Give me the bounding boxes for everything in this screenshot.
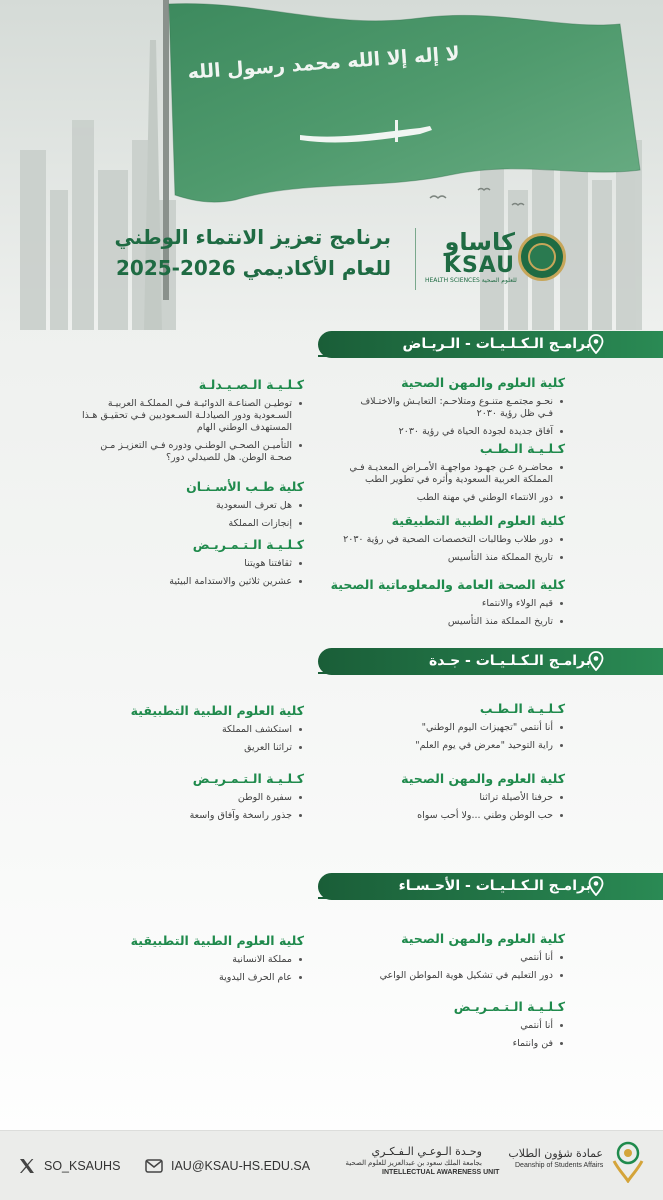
college-nursing-riyadh (80, 536, 304, 594)
brand-arabic: كاساو (444, 228, 515, 256)
college-pharmacy-riyadh (80, 376, 304, 470)
mail-icon (145, 1159, 163, 1173)
program-item: عام الحرف اليدوية (80, 972, 304, 984)
program-item: دور الانتماء الوطني في مهنة الطب (345, 492, 565, 504)
program-item: دور التعليم في تشكيل هوية المواطن الواعي (345, 970, 565, 982)
college-title: كـلـيـة الـتـمـريـض (192, 771, 304, 786)
title-line-2 (115, 252, 391, 284)
ksau-logo (425, 228, 515, 288)
college-title: كلية العلوم والمهن الصحية (401, 375, 565, 390)
college-title: كـلـيـة الـصـيـدلـة (198, 377, 304, 392)
twitter-handle-text: SO_KSAUHS (44, 1159, 121, 1173)
program-title (114, 222, 391, 284)
program-item: نحـو مجتمـع متنـوع ومتلاحـم: التعايـش والاختـلاف فـي ظل رؤية ٢٠٣٠ (345, 396, 565, 420)
program-item: توطيـن الصناعـة الدوائيـة فـي المملكـة العربيـة السـعودية ودور الصيادلـة السـعوديين فـي تحقيـق هـذا المستهدف الوطني الهام (80, 398, 304, 434)
hero-banner (0, 0, 663, 330)
title-year-prefix: للعام الأكاديمي (242, 256, 391, 280)
program-item: راية التوحيد "معرض في يوم العلم" (345, 740, 565, 752)
program-item: جذور راسخة وآفاق واسعة (80, 810, 304, 822)
program-item: تاريخ المملكة منذ التأسيس (345, 616, 565, 628)
unit-subtitle-arabic: بجامعة الملك سعود بن عبدالعزيز للعلوم الصحية (345, 1160, 482, 1167)
college-health-sciences-ahsa (345, 930, 565, 988)
college-title: كـلـيـة الـطـب (479, 701, 565, 716)
brand-english: KSAU (443, 253, 515, 278)
location-pin-icon (588, 334, 604, 354)
program-item: التأميـن الصحـي الوطنـي ودوره فـي التعزيـز مـن صحـة الوطن. هل للصيدلي دور؟ (80, 440, 304, 464)
program-item: محاضـرة عـن جهـود مواجهـة الأمـراض المعديـة فـي المملكة العربية السعودية وأثره في تطوير الطب (345, 462, 565, 486)
unit-name-arabic: وحـدة الـوعـي الـفـكـري (371, 1145, 482, 1158)
college-applied-medical-riyadh (345, 512, 565, 570)
flag-shahada-text: لا إله إلا الله محمد رسول الله (186, 42, 461, 84)
program-item: قيم الولاء والانتماء (345, 598, 565, 610)
program-item: أنا أنتمي (345, 952, 565, 964)
deanship-logo (508, 1147, 604, 1170)
location-pin-icon (588, 651, 604, 671)
deanship-emblem-icon (608, 1139, 648, 1183)
twitter-handle[interactable] (18, 1151, 120, 1181)
program-item: استكشف المملكة (80, 724, 304, 736)
college-applied-medical-ahsa (80, 932, 304, 990)
footer (0, 1130, 663, 1200)
college-title: كلية العلوم الطبية التطبيقية (391, 513, 565, 528)
program-item: أنا أنتمي (345, 1020, 565, 1032)
college-title: كـلـيـة الـطـب (479, 441, 565, 456)
college-health-sciences-jeddah (345, 770, 565, 828)
contact-email-text: IAU@KSAU-HS.EDU.SA (171, 1159, 311, 1173)
deanship-name-english: Deanship of Students Affairs (515, 1162, 604, 1169)
contact-email[interactable] (145, 1151, 310, 1181)
program-item: حب الوطن وطني ...ولا أحب سواه (345, 810, 565, 822)
college-title: كلية العلوم والمهن الصحية (401, 771, 565, 786)
brand-subtitle: HEALTH SCIENCES للعلوم الصحية (425, 277, 517, 284)
college-health-sciences-riyadh (345, 374, 565, 444)
college-public-health-riyadh (330, 576, 565, 634)
program-item: فن وانتماء (345, 1038, 565, 1050)
college-title: كلية طـب الأسـنـان (186, 479, 304, 494)
college-applied-medical-jeddah (80, 702, 304, 760)
college-nursing-jeddah (80, 770, 304, 828)
college-nursing-ahsa (345, 998, 565, 1056)
location-pin-icon (588, 876, 604, 896)
program-item: إنجازات المملكة (80, 518, 304, 530)
intellectual-awareness-unit-logo (345, 1145, 500, 1177)
program-item: آفاق جديدة لجودة الحياة في رؤية ٢٠٣٠ (345, 426, 565, 438)
x-twitter-icon (18, 1157, 36, 1175)
program-item: تراثنا العريق (80, 742, 304, 754)
college-title: كـلـيـة الـتـمـريـض (453, 999, 565, 1014)
college-title: كلية العلوم والمهن الصحية (401, 931, 565, 946)
program-item: دور طلاب وطالبات التخصصات الصحية في رؤية ٢٠٣٠ (345, 534, 565, 546)
college-title: كلية العلوم الطبية التطبيقية (130, 703, 304, 718)
program-item: عشرين ثلاثين والاستدامة البيئية (80, 576, 304, 588)
unit-name-english: INTELLECTUAL AWARENESS UNIT (382, 1169, 500, 1176)
program-item: سفيرة الوطن (80, 792, 304, 804)
college-title: كلية الصحة العامة والمعلوماتية الصحية (330, 577, 565, 592)
college-medicine-riyadh (345, 440, 565, 510)
title-line-1: برنامج تعزيز الانتماء الوطني (114, 225, 391, 249)
program-item: تاريخ المملكة منذ التأسيس (345, 552, 565, 564)
university-crest-icon (518, 233, 566, 281)
college-title: كلية العلوم الطبية التطبيقية (130, 933, 304, 948)
title-year: 2025-2026 (115, 256, 236, 280)
title-divider (415, 228, 416, 290)
program-item: هل تعرف السعودية (80, 500, 304, 512)
section-banner-riyadh: برامـج الـكـلـيـات - الـريـاض (318, 331, 663, 358)
college-title: كـلـيـة الـتـمـريـض (192, 537, 304, 552)
deanship-name-arabic: عمادة شؤون الطلاب (508, 1147, 603, 1160)
college-medicine-jeddah (345, 700, 565, 758)
program-item: ثقافتنا هويتنا (80, 558, 304, 570)
program-item: أنا أنتمي "تجهيزات اليوم الوطني" (345, 722, 565, 734)
section-banner-ahsa: برامـج الـكـلـيـات - الأحـسـاء (318, 873, 663, 900)
section-banner-jeddah: برامـج الـكـلـيـات - جـدة (318, 648, 663, 675)
program-item: مملكة الانسانية (80, 954, 304, 966)
program-item: حرفنا الأصيلة تراثنا (345, 792, 565, 804)
college-dentistry-riyadh (80, 478, 304, 536)
